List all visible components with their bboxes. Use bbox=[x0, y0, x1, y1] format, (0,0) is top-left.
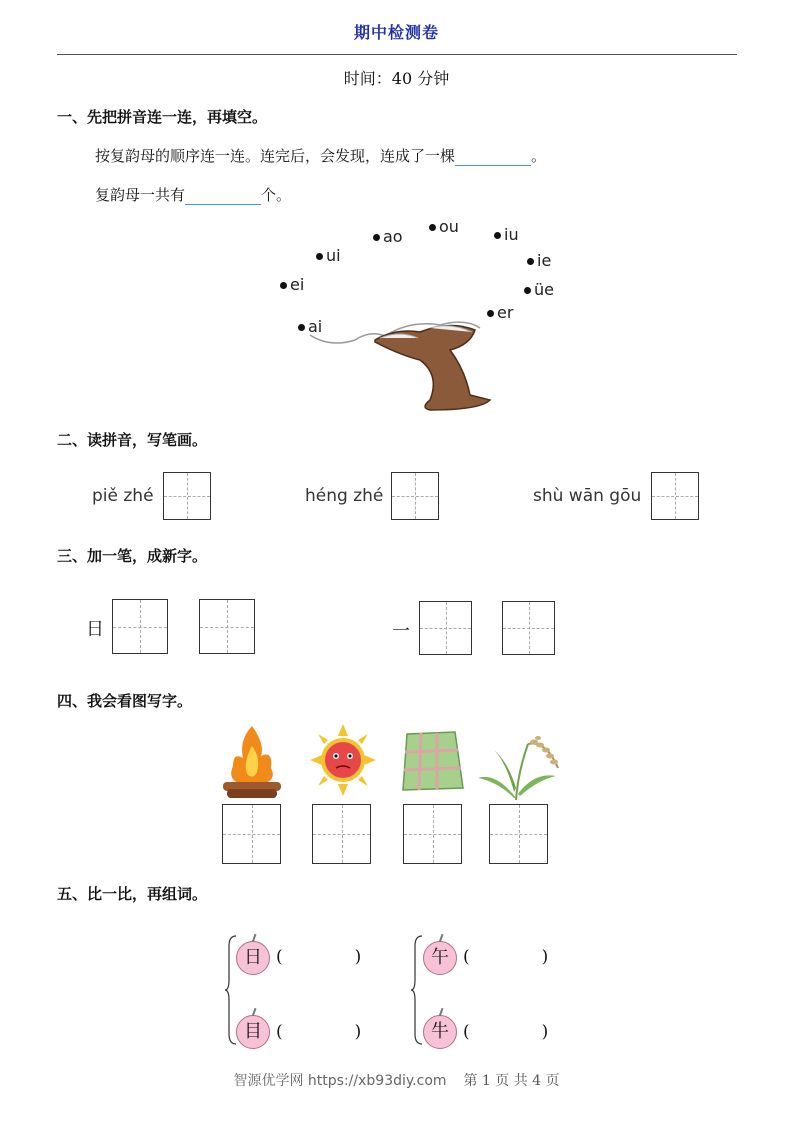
apple-char: 目 bbox=[244, 1021, 262, 1042]
section2-title: 二、读拼音，写笔画。 bbox=[57, 431, 208, 449]
tree-label-text: ou bbox=[439, 217, 459, 236]
new-char-box-1[interactable] bbox=[112, 599, 168, 654]
picture-char-box-4[interactable] bbox=[489, 804, 548, 864]
tree-label-ai[interactable] bbox=[298, 317, 322, 336]
base-char-ri: 日 bbox=[86, 619, 104, 640]
section1-line1 bbox=[95, 145, 546, 166]
right-group-brace-icon bbox=[410, 934, 424, 1046]
tree-label-ou[interactable] bbox=[429, 217, 459, 236]
section5-title: 五、比一比，再组词。 bbox=[57, 885, 208, 903]
stroke-box-1[interactable] bbox=[163, 472, 211, 520]
page-footer bbox=[0, 1070, 793, 1090]
dot-icon bbox=[373, 234, 380, 241]
word-answer-niu[interactable]: ( ) bbox=[463, 1022, 549, 1042]
rice-icon bbox=[476, 732, 562, 800]
page-title: 期中检测卷 bbox=[353, 23, 439, 42]
tree-label-ie[interactable] bbox=[527, 251, 551, 270]
tree-label-text: er bbox=[497, 303, 514, 322]
dot-icon bbox=[487, 310, 494, 317]
pinyin-pie-zhe: piě zhé bbox=[92, 486, 154, 506]
dot-icon bbox=[527, 258, 534, 265]
tree-label-ui[interactable] bbox=[316, 246, 341, 265]
tree-label-text: iu bbox=[504, 225, 519, 244]
tree-label-text: ei bbox=[290, 275, 305, 294]
stroke-box-3[interactable] bbox=[651, 472, 699, 520]
word-answer-wu[interactable]: ( ) bbox=[463, 947, 549, 967]
section1-line2-prefix: 复韵母一共有 bbox=[95, 186, 186, 204]
section1-line2-suffix: 个。 bbox=[261, 186, 292, 204]
section1-line1-suffix: 。 bbox=[531, 147, 547, 165]
section1-title: 一、先把拼音连一连，再填空。 bbox=[57, 108, 268, 126]
tree-label-text: ao bbox=[383, 227, 403, 246]
apple-char-niu bbox=[423, 1015, 457, 1049]
new-char-box-4[interactable] bbox=[502, 601, 555, 655]
apple-stem-icon bbox=[439, 934, 449, 944]
pinyin-heng-zhe: héng zhé bbox=[305, 486, 384, 506]
tree-label-ue[interactable] bbox=[524, 280, 554, 299]
tree-label-text: ui bbox=[326, 246, 341, 265]
base-char-yi: 一 bbox=[392, 621, 410, 642]
apple-char: 牛 bbox=[431, 1021, 449, 1042]
apple-char: 午 bbox=[431, 947, 449, 968]
word-answer-ri[interactable]: ( ) bbox=[276, 947, 362, 967]
dot-icon bbox=[280, 282, 287, 289]
dot-icon bbox=[524, 287, 531, 294]
pinyin-shu-wan-gou: shù wān gōu bbox=[533, 486, 642, 506]
tree-label-text: ai bbox=[308, 317, 323, 336]
count-answer-blank[interactable] bbox=[185, 188, 261, 205]
apple-char-wu bbox=[423, 941, 457, 975]
new-char-box-3[interactable] bbox=[419, 601, 472, 655]
tree-label-er[interactable] bbox=[487, 303, 513, 322]
page-number: 第 1 页 共 4 页 bbox=[463, 1073, 560, 1089]
apple-char: 日 bbox=[244, 947, 262, 968]
apple-char-ri bbox=[236, 941, 270, 975]
fire-icon bbox=[219, 722, 285, 800]
time-limit: 时间：40 分钟 bbox=[343, 69, 450, 88]
tree-label-text: ie bbox=[537, 251, 552, 270]
section3-title: 三、加一笔，成新字。 bbox=[57, 547, 208, 565]
tree-answer-blank[interactable] bbox=[455, 149, 531, 166]
picture-char-box-2[interactable] bbox=[312, 804, 371, 864]
watermark: 智源优学网 https://xb93diy.com bbox=[233, 1073, 447, 1089]
dot-icon bbox=[429, 224, 436, 231]
section1-line1-prefix: 按复韵母的顺序连一连。连完后，会发现，连成了一棵 bbox=[95, 147, 456, 165]
tree-label-ei[interactable] bbox=[280, 275, 304, 294]
section4-title: 四、我会看图写字。 bbox=[57, 692, 193, 710]
tree-label-ao[interactable] bbox=[373, 227, 403, 246]
apple-stem-icon bbox=[252, 1008, 262, 1018]
dot-icon bbox=[298, 324, 305, 331]
header-rule bbox=[57, 54, 737, 55]
tree-illustration bbox=[300, 300, 500, 412]
field-icon bbox=[399, 728, 465, 794]
apple-stem-icon bbox=[439, 1008, 449, 1018]
section1-line2 bbox=[95, 184, 291, 205]
picture-char-box-3[interactable] bbox=[403, 804, 462, 864]
apple-stem-icon bbox=[252, 934, 262, 944]
picture-char-box-1[interactable] bbox=[222, 804, 281, 864]
stroke-box-2[interactable] bbox=[391, 472, 439, 520]
new-char-box-2[interactable] bbox=[199, 599, 255, 654]
tree-label-iu[interactable] bbox=[494, 225, 519, 244]
tree-label-text: üe bbox=[534, 280, 554, 299]
word-answer-mu[interactable]: ( ) bbox=[276, 1022, 362, 1042]
dot-icon bbox=[316, 253, 323, 260]
apple-char-mu bbox=[236, 1015, 270, 1049]
sun-icon bbox=[308, 722, 378, 798]
dot-icon bbox=[494, 232, 501, 239]
